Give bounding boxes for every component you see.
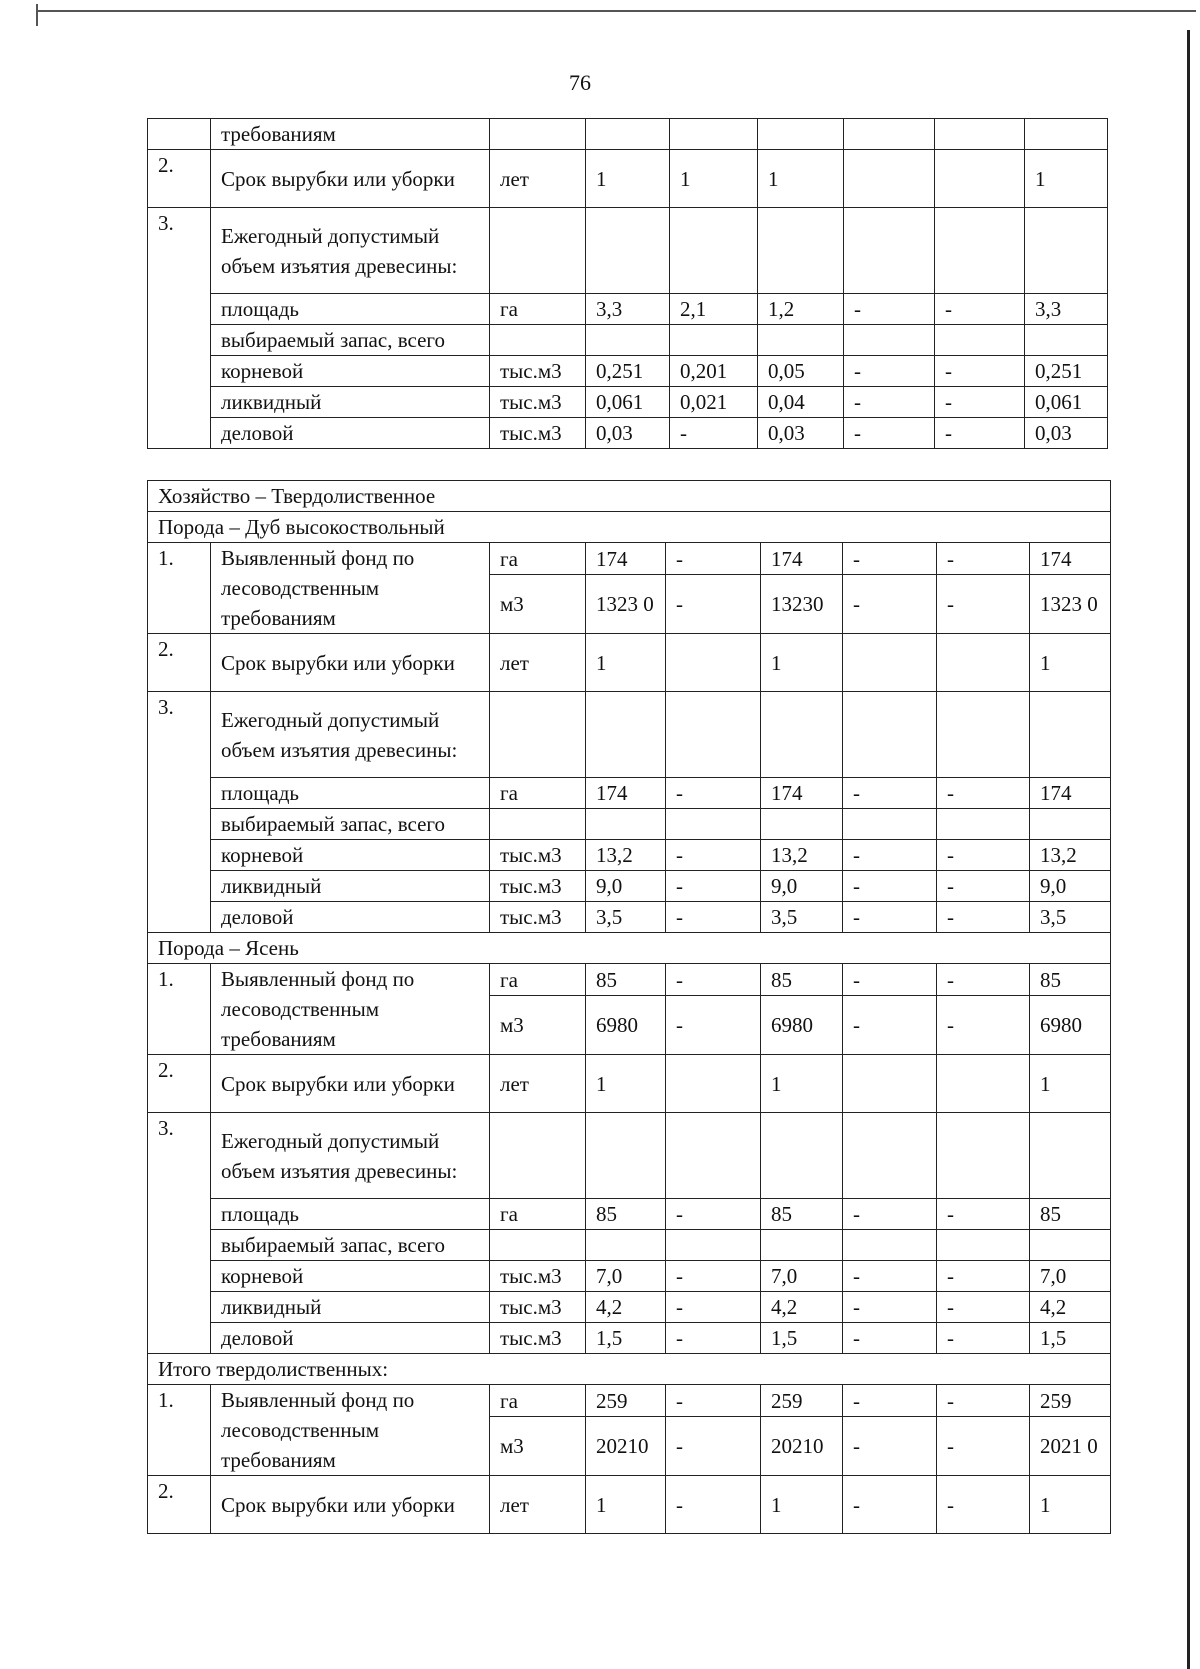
table-row xyxy=(148,1323,1111,1354)
row-number: 2. xyxy=(148,150,211,208)
value-cell xyxy=(1025,208,1108,294)
unit-cell xyxy=(490,1113,586,1199)
value-cell: - xyxy=(844,294,935,325)
unit-cell xyxy=(490,692,586,778)
unit-cell: га xyxy=(490,964,586,996)
value-cell: - xyxy=(666,575,761,634)
value-cell: - xyxy=(666,1199,761,1230)
value-cell: 0,05 xyxy=(758,356,844,387)
value-cell xyxy=(935,119,1025,150)
scan-edge-right xyxy=(1187,30,1190,1669)
table-row xyxy=(148,778,1111,809)
value-cell: - xyxy=(937,575,1030,634)
unit-cell: тыс.м3 xyxy=(490,840,586,871)
table-row xyxy=(148,418,1108,449)
value-cell: 85 xyxy=(1030,1199,1111,1230)
row-label: Ежегодный допустимый объем изъятия древесины: xyxy=(211,692,490,778)
value-cell: - xyxy=(844,387,935,418)
value-cell: 0,061 xyxy=(586,387,670,418)
unit-cell xyxy=(490,809,586,840)
value-cell xyxy=(937,1230,1030,1261)
value-cell: - xyxy=(844,418,935,449)
species-header: Порода – Ясень xyxy=(148,933,1111,964)
value-cell: 259 xyxy=(761,1385,843,1417)
value-cell: 0,021 xyxy=(670,387,758,418)
value-cell: - xyxy=(666,964,761,996)
table-row xyxy=(148,809,1111,840)
value-cell: - xyxy=(843,1292,937,1323)
unit-cell: га xyxy=(490,543,586,575)
value-cell: - xyxy=(666,840,761,871)
value-cell: 1323 0 xyxy=(1030,575,1111,634)
value-cell: 85 xyxy=(586,1199,666,1230)
value-cell: - xyxy=(666,1292,761,1323)
value-cell: 1 xyxy=(1030,1476,1111,1534)
unit-cell: тыс.м3 xyxy=(490,1292,586,1323)
value-cell: 1 xyxy=(586,150,670,208)
value-cell: 1 xyxy=(586,1476,666,1534)
value-cell xyxy=(670,119,758,150)
value-cell: - xyxy=(666,1476,761,1534)
table-row xyxy=(148,1055,1111,1113)
value-cell: - xyxy=(666,778,761,809)
value-cell: 174 xyxy=(1030,543,1111,575)
value-cell: 85 xyxy=(761,1199,843,1230)
value-cell: 7,0 xyxy=(1030,1261,1111,1292)
value-cell xyxy=(844,150,935,208)
value-cell: - xyxy=(843,1323,937,1354)
value-cell: 9,0 xyxy=(586,871,666,902)
row-label: Срок вырубки или уборки xyxy=(211,634,490,692)
value-cell: 2021 0 xyxy=(1030,1417,1111,1476)
value-cell: 13,2 xyxy=(761,840,843,871)
value-cell: - xyxy=(937,778,1030,809)
value-cell: - xyxy=(843,1199,937,1230)
value-cell: - xyxy=(843,543,937,575)
unit-cell: тыс.м3 xyxy=(490,1261,586,1292)
table-row xyxy=(148,481,1111,512)
value-cell: 85 xyxy=(586,964,666,996)
unit-cell: га xyxy=(490,1385,586,1417)
table-row xyxy=(148,964,1111,996)
table-row xyxy=(148,902,1111,933)
row-number: 2. xyxy=(148,1055,211,1113)
row-label: Срок вырубки или уборки xyxy=(211,1476,490,1534)
value-cell: 13,2 xyxy=(586,840,666,871)
harvest-table-continued xyxy=(147,118,1108,449)
value-cell: - xyxy=(937,543,1030,575)
value-cell: 259 xyxy=(586,1385,666,1417)
value-cell: 4,2 xyxy=(761,1292,843,1323)
value-cell: - xyxy=(937,1476,1030,1534)
value-cell: - xyxy=(937,1292,1030,1323)
row-label: Выявленный фонд по лесоводственным требованиям xyxy=(211,543,490,634)
value-cell: 7,0 xyxy=(586,1261,666,1292)
value-cell: 174 xyxy=(1030,778,1111,809)
value-cell: 3,5 xyxy=(761,902,843,933)
row-label: Срок вырубки или уборки xyxy=(211,1055,490,1113)
value-cell: 1 xyxy=(758,150,844,208)
value-cell xyxy=(666,634,761,692)
economy-header: Хозяйство – Твердолиственное xyxy=(148,481,1111,512)
value-cell: 85 xyxy=(761,964,843,996)
table-row xyxy=(148,119,1108,150)
value-cell: - xyxy=(935,294,1025,325)
unit-cell: лет xyxy=(490,150,586,208)
value-cell: 85 xyxy=(1030,964,1111,996)
value-cell: 3,3 xyxy=(1025,294,1108,325)
table-row xyxy=(148,692,1111,778)
table-row xyxy=(148,1199,1111,1230)
unit-cell: тыс.м3 xyxy=(490,418,586,449)
value-cell xyxy=(586,1113,666,1199)
value-cell: 3,5 xyxy=(1030,902,1111,933)
value-cell: - xyxy=(670,418,758,449)
value-cell xyxy=(937,809,1030,840)
value-cell xyxy=(761,1230,843,1261)
unit-cell xyxy=(490,1230,586,1261)
row-label: деловой xyxy=(211,902,490,933)
value-cell: 9,0 xyxy=(761,871,843,902)
value-cell: - xyxy=(937,902,1030,933)
value-cell: - xyxy=(666,543,761,575)
value-cell: - xyxy=(843,1261,937,1292)
value-cell: 1 xyxy=(586,1055,666,1113)
value-cell xyxy=(1030,1113,1111,1199)
unit-cell: лет xyxy=(490,1055,586,1113)
table-row xyxy=(148,634,1111,692)
value-cell xyxy=(843,1230,937,1261)
value-cell xyxy=(1025,119,1108,150)
value-cell: 1,5 xyxy=(1030,1323,1111,1354)
unit-cell: тыс.м3 xyxy=(490,902,586,933)
value-cell xyxy=(844,208,935,294)
value-cell: - xyxy=(666,871,761,902)
row-label: корневой xyxy=(211,356,490,387)
value-cell: 174 xyxy=(586,778,666,809)
row-number: 1. xyxy=(148,1385,211,1476)
value-cell xyxy=(937,1113,1030,1199)
value-cell: 2,1 xyxy=(670,294,758,325)
hardwood-table xyxy=(147,480,1111,1534)
value-cell xyxy=(666,1230,761,1261)
value-cell: 0,03 xyxy=(586,418,670,449)
value-cell: - xyxy=(937,1417,1030,1476)
value-cell: 20210 xyxy=(586,1417,666,1476)
value-cell xyxy=(935,325,1025,356)
value-cell: 20210 xyxy=(761,1417,843,1476)
value-cell: - xyxy=(666,996,761,1055)
value-cell xyxy=(666,809,761,840)
unit-cell: тыс.м3 xyxy=(490,1323,586,1354)
value-cell: 6980 xyxy=(1030,996,1111,1055)
value-cell xyxy=(670,325,758,356)
value-cell xyxy=(843,1055,937,1113)
value-cell: - xyxy=(843,1385,937,1417)
row-label: ликвидный xyxy=(211,1292,490,1323)
table-row xyxy=(148,840,1111,871)
value-cell xyxy=(1025,325,1108,356)
value-cell: - xyxy=(843,1476,937,1534)
value-cell: 0,061 xyxy=(1025,387,1108,418)
row-label: площадь xyxy=(211,294,490,325)
table-row xyxy=(148,1292,1111,1323)
value-cell: 0,201 xyxy=(670,356,758,387)
unit-cell: тыс.м3 xyxy=(490,387,586,418)
value-cell xyxy=(586,809,666,840)
row-label: ликвидный xyxy=(211,871,490,902)
value-cell xyxy=(937,634,1030,692)
value-cell: - xyxy=(935,356,1025,387)
row-label: выбираемый запас, всего xyxy=(211,1230,490,1261)
table-row xyxy=(148,1385,1111,1417)
row-number: 1. xyxy=(148,543,211,634)
table-row xyxy=(148,1230,1111,1261)
value-cell xyxy=(586,1230,666,1261)
value-cell xyxy=(586,325,670,356)
table-row xyxy=(148,871,1111,902)
value-cell: - xyxy=(937,1261,1030,1292)
value-cell xyxy=(1030,692,1111,778)
value-cell: - xyxy=(937,996,1030,1055)
value-cell: - xyxy=(937,871,1030,902)
value-cell: 259 xyxy=(1030,1385,1111,1417)
value-cell: 1,5 xyxy=(761,1323,843,1354)
value-cell xyxy=(843,809,937,840)
value-cell xyxy=(935,150,1025,208)
value-cell: - xyxy=(666,1261,761,1292)
scan-edge-top xyxy=(36,10,1196,32)
row-number: 2. xyxy=(148,1476,211,1534)
value-cell: - xyxy=(937,1385,1030,1417)
row-label: требованиям xyxy=(211,119,490,150)
row-label: выбираемый запас, всего xyxy=(211,809,490,840)
value-cell xyxy=(758,325,844,356)
table-row xyxy=(148,933,1111,964)
table-row xyxy=(148,387,1108,418)
table-row xyxy=(148,150,1108,208)
unit-cell: га xyxy=(490,778,586,809)
value-cell: 1 xyxy=(761,634,843,692)
value-cell: - xyxy=(843,778,937,809)
table-row xyxy=(148,1113,1111,1199)
value-cell xyxy=(586,119,670,150)
value-cell xyxy=(844,325,935,356)
value-cell xyxy=(937,692,1030,778)
table-row xyxy=(148,512,1111,543)
value-cell xyxy=(935,208,1025,294)
value-cell: - xyxy=(935,387,1025,418)
value-cell xyxy=(761,1113,843,1199)
value-cell: - xyxy=(937,964,1030,996)
table-row xyxy=(148,1261,1111,1292)
page-number: 76 xyxy=(569,70,591,95)
unit-cell xyxy=(490,325,586,356)
value-cell: 1323 0 xyxy=(586,575,666,634)
value-cell: 9,0 xyxy=(1030,871,1111,902)
value-cell: 0,04 xyxy=(758,387,844,418)
value-cell xyxy=(844,119,935,150)
value-cell: - xyxy=(666,1385,761,1417)
value-cell xyxy=(586,208,670,294)
row-label: Ежегодный допустимый объем изъятия древесины: xyxy=(211,1113,490,1199)
value-cell: - xyxy=(937,840,1030,871)
value-cell: - xyxy=(935,418,1025,449)
value-cell: 174 xyxy=(586,543,666,575)
table-body xyxy=(148,481,1111,1534)
row-label: Выявленный фонд по лесоводственным требованиям xyxy=(211,964,490,1055)
unit-cell: га xyxy=(490,294,586,325)
value-cell: - xyxy=(843,871,937,902)
value-cell: - xyxy=(937,1199,1030,1230)
value-cell xyxy=(843,1113,937,1199)
table-row xyxy=(148,208,1108,294)
value-cell: 6980 xyxy=(761,996,843,1055)
value-cell: 6980 xyxy=(586,996,666,1055)
value-cell: 1 xyxy=(761,1476,843,1534)
value-cell: 4,2 xyxy=(586,1292,666,1323)
row-number: 3. xyxy=(148,692,211,933)
table-row xyxy=(148,294,1108,325)
unit-cell: тыс.м3 xyxy=(490,356,586,387)
table-row xyxy=(148,356,1108,387)
value-cell: 0,251 xyxy=(1025,356,1108,387)
value-cell: 3,3 xyxy=(586,294,670,325)
value-cell xyxy=(843,692,937,778)
value-cell: 1 xyxy=(1030,1055,1111,1113)
value-cell xyxy=(761,692,843,778)
row-label: деловой xyxy=(211,418,490,449)
value-cell xyxy=(1030,1230,1111,1261)
table-row xyxy=(148,1354,1111,1385)
value-cell: 13230 xyxy=(761,575,843,634)
table-row xyxy=(148,1476,1111,1534)
row-label: площадь xyxy=(211,778,490,809)
row-number: 2. xyxy=(148,634,211,692)
unit-cell: га xyxy=(490,1199,586,1230)
value-cell: 1,5 xyxy=(586,1323,666,1354)
value-cell xyxy=(761,809,843,840)
row-label: выбираемый запас, всего xyxy=(211,325,490,356)
species-header: Итого твердолиственных: xyxy=(148,1354,1111,1385)
table-row xyxy=(148,543,1111,575)
value-cell: - xyxy=(666,1323,761,1354)
value-cell xyxy=(758,119,844,150)
value-cell: 0,251 xyxy=(586,356,670,387)
value-cell: 174 xyxy=(761,778,843,809)
value-cell: 1,2 xyxy=(758,294,844,325)
value-cell: 0,03 xyxy=(758,418,844,449)
row-label: Выявленный фонд по лесоводственным требованиям xyxy=(211,1385,490,1476)
value-cell xyxy=(1030,809,1111,840)
table-row xyxy=(148,325,1108,356)
value-cell xyxy=(666,1055,761,1113)
value-cell: - xyxy=(843,1417,937,1476)
table-body xyxy=(148,119,1108,449)
unit-cell: м3 xyxy=(490,996,586,1055)
unit-cell: лет xyxy=(490,634,586,692)
row-label: ликвидный xyxy=(211,387,490,418)
value-cell: - xyxy=(843,996,937,1055)
value-cell: 4,2 xyxy=(1030,1292,1111,1323)
row-label: Ежегодный допустимый объем изъятия древесины: xyxy=(211,208,490,294)
row-label: площадь xyxy=(211,1199,490,1230)
row-label: Срок вырубки или уборки xyxy=(211,150,490,208)
value-cell: 3,5 xyxy=(586,902,666,933)
value-cell: - xyxy=(843,840,937,871)
value-cell: - xyxy=(666,902,761,933)
species-header: Порода – Дуб высокоствольный xyxy=(148,512,1111,543)
value-cell xyxy=(666,1113,761,1199)
row-label: корневой xyxy=(211,1261,490,1292)
row-number: 3. xyxy=(148,208,211,449)
value-cell: 174 xyxy=(761,543,843,575)
unit-cell xyxy=(490,119,586,150)
value-cell: 1 xyxy=(670,150,758,208)
value-cell: - xyxy=(843,902,937,933)
value-cell: - xyxy=(843,575,937,634)
value-cell: - xyxy=(843,964,937,996)
value-cell: - xyxy=(666,1417,761,1476)
value-cell xyxy=(586,692,666,778)
row-number: 3. xyxy=(148,1113,211,1354)
unit-cell: м3 xyxy=(490,1417,586,1476)
value-cell xyxy=(666,692,761,778)
unit-cell: тыс.м3 xyxy=(490,871,586,902)
unit-cell xyxy=(490,208,586,294)
value-cell: - xyxy=(844,356,935,387)
value-cell: 7,0 xyxy=(761,1261,843,1292)
row-label: корневой xyxy=(211,840,490,871)
unit-cell: лет xyxy=(490,1476,586,1534)
value-cell: 13,2 xyxy=(1030,840,1111,871)
value-cell: 1 xyxy=(1025,150,1108,208)
value-cell: 1 xyxy=(586,634,666,692)
row-number xyxy=(148,119,211,150)
unit-cell: м3 xyxy=(490,575,586,634)
row-number: 1. xyxy=(148,964,211,1055)
value-cell xyxy=(937,1055,1030,1113)
row-label: деловой xyxy=(211,1323,490,1354)
value-cell: 1 xyxy=(1030,634,1111,692)
value-cell: 0,03 xyxy=(1025,418,1108,449)
value-cell xyxy=(670,208,758,294)
value-cell xyxy=(843,634,937,692)
value-cell xyxy=(758,208,844,294)
value-cell: 1 xyxy=(761,1055,843,1113)
value-cell: - xyxy=(937,1323,1030,1354)
